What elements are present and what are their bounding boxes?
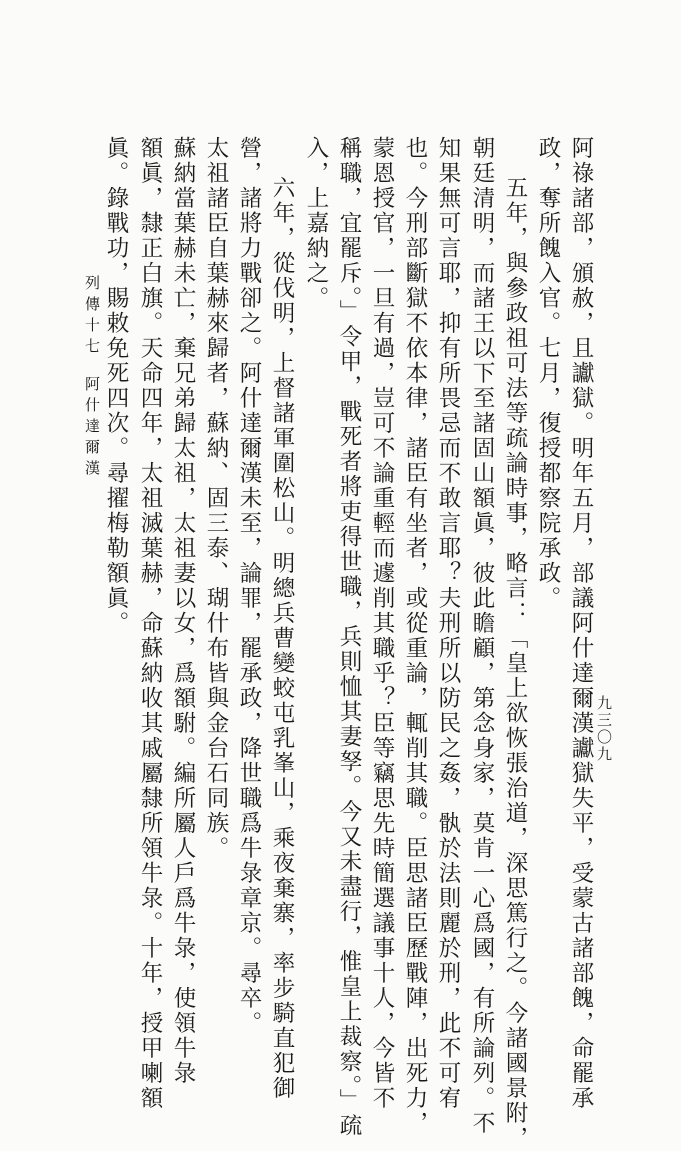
text-column-4: 朝廷清明，而諸王以下至諸固山額眞，彼此瞻顧，第念身家，莫肯一心爲國，有所論列。不 <box>469 136 495 1136</box>
text-column-2: 政，奪所餽入官。七月，復授都察院承政。 <box>535 136 561 611</box>
text-column-6: 也。今刑部斷獄不依本律，諸臣有坐者，或從重論，輒削其職。臣思諸臣歷戰陣，出死力， <box>402 136 428 1136</box>
subject-label: 阿什達爾漢 <box>83 376 101 481</box>
page-number: 九三〇九 <box>595 695 613 763</box>
text-column-7: 蒙恩授官，一旦有過，豈可不論重輕而遽削其職乎？臣等竊思先時簡選議事十人，今皆不 <box>369 136 395 1111</box>
text-column-8: 稱職，宜罷斥。」令甲，戰死者將吏得世職，兵則恤其妻孥。今又未盡行，惟皇上裁察。」疏 <box>336 136 362 1139</box>
text-column-13: 蘇納當葉赫未亡，棄兄弟歸太祖，太祖妻以女，爲額駙。編所屬人戶爲牛彔，使領牛彔 <box>170 136 196 1086</box>
text-column-1: 阿祿諸部，頒赦，且讞獄。明年五月，部議阿什達爾漢讞獄失平，受蒙古諸部餽，命罷承 <box>568 136 594 1111</box>
text-column-3: 五年，與參政祖可法等疏論時事，略言：「皇上欲恢張治道，深思篤行之。今諸國景附， <box>502 176 528 1151</box>
text-column-11: 營，諸將力戰卻之。阿什達爾漢未至，論罪，罷承政，降世職爲牛彔章京。尋卒。 <box>236 136 262 1036</box>
text-column-10: 六年，從伐明，上督諸軍圍松山。明總兵曹變蛟屯乳峯山，乘夜棄寨，率步騎直犯御 <box>269 176 295 1101</box>
text-column-5: 知果無可言耶，抑有所畏忌而不敢言耶？夫刑所以防民之姦，骫於法則麗於刑，此不可宥 <box>435 136 461 1111</box>
text-column-15: 眞。錄戰功，賜敕免死四次。尋擢梅勒額眞。 <box>103 136 129 636</box>
text-column-9: 入，上嘉納之。 <box>303 136 329 311</box>
chapter-label: 列傳十七 <box>83 275 101 359</box>
text-column-14: 額眞，隸正白旗。天命四年，太祖滅葉赫，命蘇納收其戚屬隸所領牛彔。十年，授甲喇額 <box>137 136 163 1111</box>
text-column-12: 太祖諸臣自葉赫來歸者，蘇納、固三泰、瑚什布皆與金台石同族。 <box>203 136 229 861</box>
